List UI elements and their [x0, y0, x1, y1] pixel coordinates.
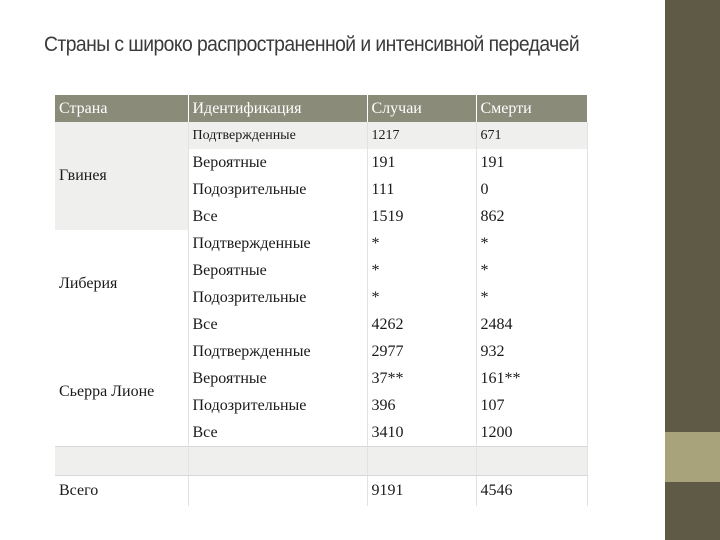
deaths-cell: * [476, 257, 587, 284]
header-cases: Случаи [367, 95, 476, 122]
total-deaths: 4546 [476, 476, 587, 507]
deaths-cell: 107 [476, 392, 587, 419]
identification-cell: Подтвержденные [188, 122, 367, 149]
slide-title: Страны с широко распространенной и интенсивной передачей [44, 33, 580, 56]
country-cell: Либерия [55, 230, 188, 338]
header-identification: Идентификация [188, 95, 367, 122]
cases-cell: * [367, 230, 476, 257]
deaths-cell: 161** [476, 365, 587, 392]
cases-cell: 1519 [367, 203, 476, 230]
cases-cell: * [367, 284, 476, 311]
header-country: Страна [55, 95, 188, 122]
total-cases: 9191 [367, 476, 476, 507]
deaths-cell: 1200 [476, 419, 587, 447]
identification-cell: Подозрительные [188, 392, 367, 419]
cases-cell: 111 [367, 176, 476, 203]
deaths-cell: 862 [476, 203, 587, 230]
deaths-cell: 191 [476, 149, 587, 176]
country-cell: Гвинея [55, 122, 188, 230]
decorative-side-accent [665, 432, 720, 482]
cases-cell: 191 [367, 149, 476, 176]
table-header-row [55, 95, 587, 122]
identification-cell: Подтвержденные [188, 230, 367, 257]
identification-cell: Все [188, 311, 367, 338]
country-cell: Сьерра Лионе [55, 338, 188, 447]
deaths-cell: 671 [476, 122, 587, 149]
cases-cell: * [367, 257, 476, 284]
deaths-cell: * [476, 230, 587, 257]
deaths-cell: 0 [476, 176, 587, 203]
cases-cell: 4262 [367, 311, 476, 338]
data-table [55, 95, 588, 506]
identification-cell: Все [188, 203, 367, 230]
cases-cell: 3410 [367, 419, 476, 447]
cases-cell: 1217 [367, 122, 476, 149]
empty-cell [55, 447, 188, 476]
deaths-cell: * [476, 284, 587, 311]
cases-cell: 37** [367, 365, 476, 392]
empty-cell [367, 447, 476, 476]
identification-cell: Подозрительные [188, 176, 367, 203]
header-deaths: Смерти [476, 95, 587, 122]
identification-cell: Подтвержденные [188, 338, 367, 365]
identification-cell: Вероятные [188, 257, 367, 284]
identification-cell: Подозрительные [188, 284, 367, 311]
table-row [55, 230, 587, 257]
total-label: Всего [55, 476, 188, 507]
cases-cell: 2977 [367, 338, 476, 365]
identification-cell: Все [188, 419, 367, 447]
empty-cell [476, 447, 587, 476]
table-row [55, 122, 587, 149]
deaths-cell: 932 [476, 338, 587, 365]
empty-row [55, 447, 587, 476]
cases-cell: 396 [367, 392, 476, 419]
identification-cell: Вероятные [188, 149, 367, 176]
empty-cell [188, 447, 367, 476]
total-identification [188, 476, 367, 507]
deaths-cell: 2484 [476, 311, 587, 338]
identification-cell: Вероятные [188, 365, 367, 392]
table-row [55, 338, 587, 365]
total-row [55, 476, 587, 507]
